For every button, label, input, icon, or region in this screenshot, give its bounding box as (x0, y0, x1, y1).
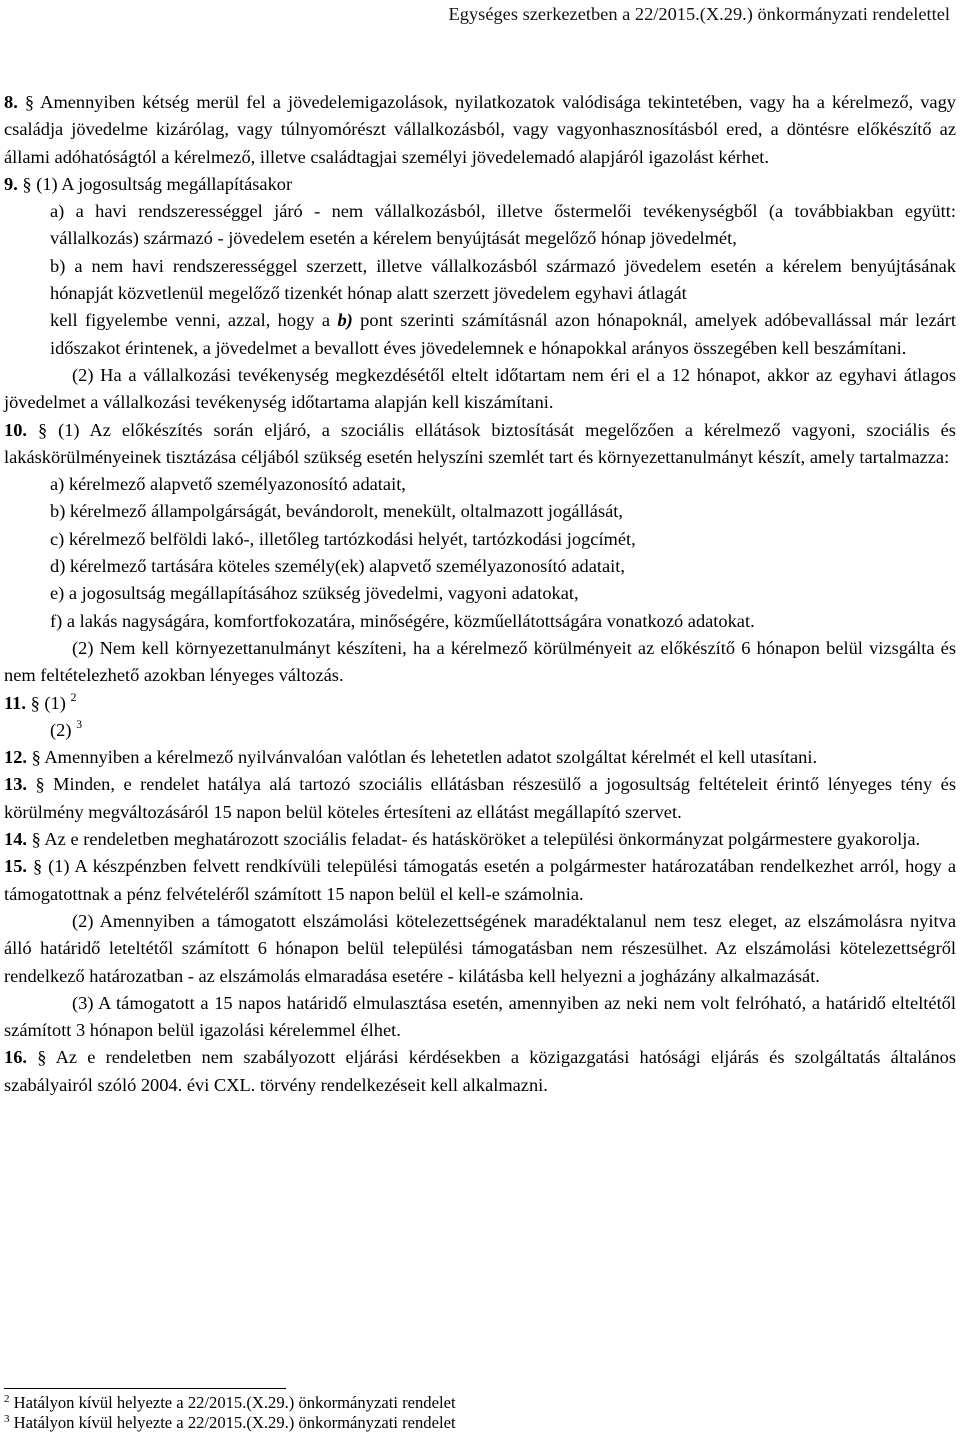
section-10-item-e: e) a jogosultság megállapításához szükség jövedelmi, vagyoni adatokat, (50, 583, 579, 604)
section-10-par1: 10. § (1) Az előkészítés során eljáró, a szociális ellátások biztosítását megelőzően a kérelmező vagyoni, szociális és lakáskörülményeinek tisztázása céljából szükség esetén helyszíni szemlét tart és környezettanulmányt készít, amely tartalmazza: (4, 419, 956, 467)
section-10-item-a: a) kérelmező alapvető személyazonosító adatait, (50, 474, 406, 495)
section-9-point-b: b) a nem havi rendszerességgel szerzett, illetve vállalkozásból származó jövedelem esetén a kérelem benyújtásának hónapját közvetlenül megelőző tizenkét hónap alatt szerzett jövedelem egyhavi átlagát (50, 255, 956, 304)
section-sign: § (31, 829, 41, 850)
section-10-item-f: f) a lakás nagyságára, komfortfokozatára, minőségére, közműellátottságára vonatkozó adatokat. (50, 610, 755, 631)
section-15-par3: (3) A támogatott a 15 napos határidő elmulasztása esetén, amennyiben az neki nem volt felróható, a határidő elteltétől számított 3 hónapon belül igazolási kérelemmel élhet. (4, 992, 956, 1041)
section-8: 8. § Amennyiben kétség merül fel a jövedelemigazolások, nyilatkozatok valódisága tekintetében, vagy ha a kérelmező, vagy családja jövedelme kizárólag, vagy túlnyomórészt vállalkozásból, vagy vagyonhasznosításból ered, a döntésre előkészítő az állami adóhatóságtól a kérelmező, illetve családtagjai személyi jövedelemadó alapjáról igazolást kérhet. (4, 92, 956, 167)
section-sign: § (31, 747, 41, 768)
section-10-item-b: b) kérelmező állampolgárságát, bevándorolt, menekült, oltalmazott jogállását, (50, 501, 623, 522)
footnote-ref-2[interactable]: 2 (70, 689, 77, 704)
section-9-par2: (2) Ha a vállalkozási tevékenység megkezdésétől eltelt időtartam nem éri el a 12 hónapot, akkor az egyhavi átlagos jövedelmet a vállalkozási tevékenység időtartama alapján kell kiszámítani. (4, 364, 956, 413)
section-sign: § (37, 419, 48, 440)
section-15-par2: (2) Amennyiben a támogatott elszámolási kötelezettségének maradéktalanul nem tesz eleget, az elszámolásra nyitva álló határidő leteltétől számított 6 hónapon belül települési támogatásban nem részesülhet. Az elszámolási kötelezettségről rendelkező határozatban - az elszámolás elmaradása esetére - kilátásba kell helyezni a jogházány alkalmazását. (4, 910, 956, 986)
section-9-par1: 9. § (1) A jogosultság megállapításakor (4, 173, 293, 194)
running-header: Egységes szerkezetben a 22/2015.(X.29.) önkormányzati rendelettel (448, 4, 950, 24)
section-12: 12. § Amennyiben a kérelmező nyilvánvalóan valótlan és lehetetlen adatot szolgáltat kérelmét el kell utasítani. (4, 747, 818, 768)
section-sign: § (30, 692, 40, 713)
section-11-par2: (2) $^3$ (50, 716, 83, 740)
section-13: 13. § Minden, e rendelet hatálya alá tartozó szociális ellátásban részesülő a jogosultság feltételeit érintő lényeges tény és körülmény megváltozásáról 15 napon belül köteles értesíteni az ellátást megállapító szervet. (4, 774, 956, 822)
section-16: 16. § Az e rendeletben nem szabályozott eljárási kérdésekben a közigazgatási hatósági eljárás és szolgáltatás általános szabályairól szóló 2004. évi CXL. törvény rendelkezéseit kell alkalmazni. (4, 1047, 957, 1095)
section-14: 14. § Az e rendeletben meghatározott szociális feladat- és hatásköröket a települési önkormányzat polgármestere gyakorolja. (4, 829, 921, 850)
footnotes (4, 1388, 956, 1433)
section-9-point-a: a) a havi rendszerességgel járó - nem vállalkozásból, illetve őstermelői tevékenységből (a továbbiakban együtt: vállalkozás) származó - jövedelem esetén a kérelem benyújtását megelőző hónap jövedelmét, (50, 201, 956, 249)
footnote-2: $^2$ Hatályon kívül helyezte a 22/2015.(X.29.) önkormányzati rendelet (4, 1393, 456, 1412)
footnote-divider (4, 1388, 286, 1389)
footnote-ref-3[interactable]: 3 (76, 716, 83, 731)
section-sign: § (32, 856, 43, 877)
section-15-par1: 15. § (1) A készpénzben felvett rendkívüli települési támogatás esetén a polgármester határozatában rendelkezhet arról, hogy a támogatottnak a pénz felvételéről számított 15 napon belül el kell-e számolnia. (4, 856, 956, 904)
footnote-3: $^3$ Hatályon kívül helyezte a 22/2015.(X.29.) önkormányzati rendelet (4, 1413, 456, 1432)
section-10-par2: (2) Nem kell környezettanulmányt készíteni, ha a kérelmező körülményeit az előkészítő 6 hónapon belül vizsgálta és nem feltételezhető azokban lényeges változás. (4, 637, 956, 686)
section-sign: § (37, 1047, 47, 1068)
document-body (4, 89, 956, 1099)
section-9-closing: kell figyelembe venni, azzal, hogy a b) pont szerinti számításnál azon hónapoknál, amelyek adóbevallással már lezárt időszakot érintenek, a jövedelmet a bevallott éves jövedelemnek e hónapokkal arányos összegében kell beszámítani. (50, 310, 957, 358)
section-sign: § (35, 774, 45, 795)
section-10-item-d: d) kérelmező tartására köteles személy(ek) alapvető személyazonosító adatait, (50, 556, 625, 577)
section-sign: § (24, 92, 35, 112)
section-sign: § (22, 173, 32, 194)
section-11-par1: 11. § (1) $^2$ (4, 689, 77, 713)
section-10-item-c: c) kérelmező belföldi lakó-, illetőleg tartózkodási helyét, tartózkodási jogcímét, (50, 528, 636, 549)
